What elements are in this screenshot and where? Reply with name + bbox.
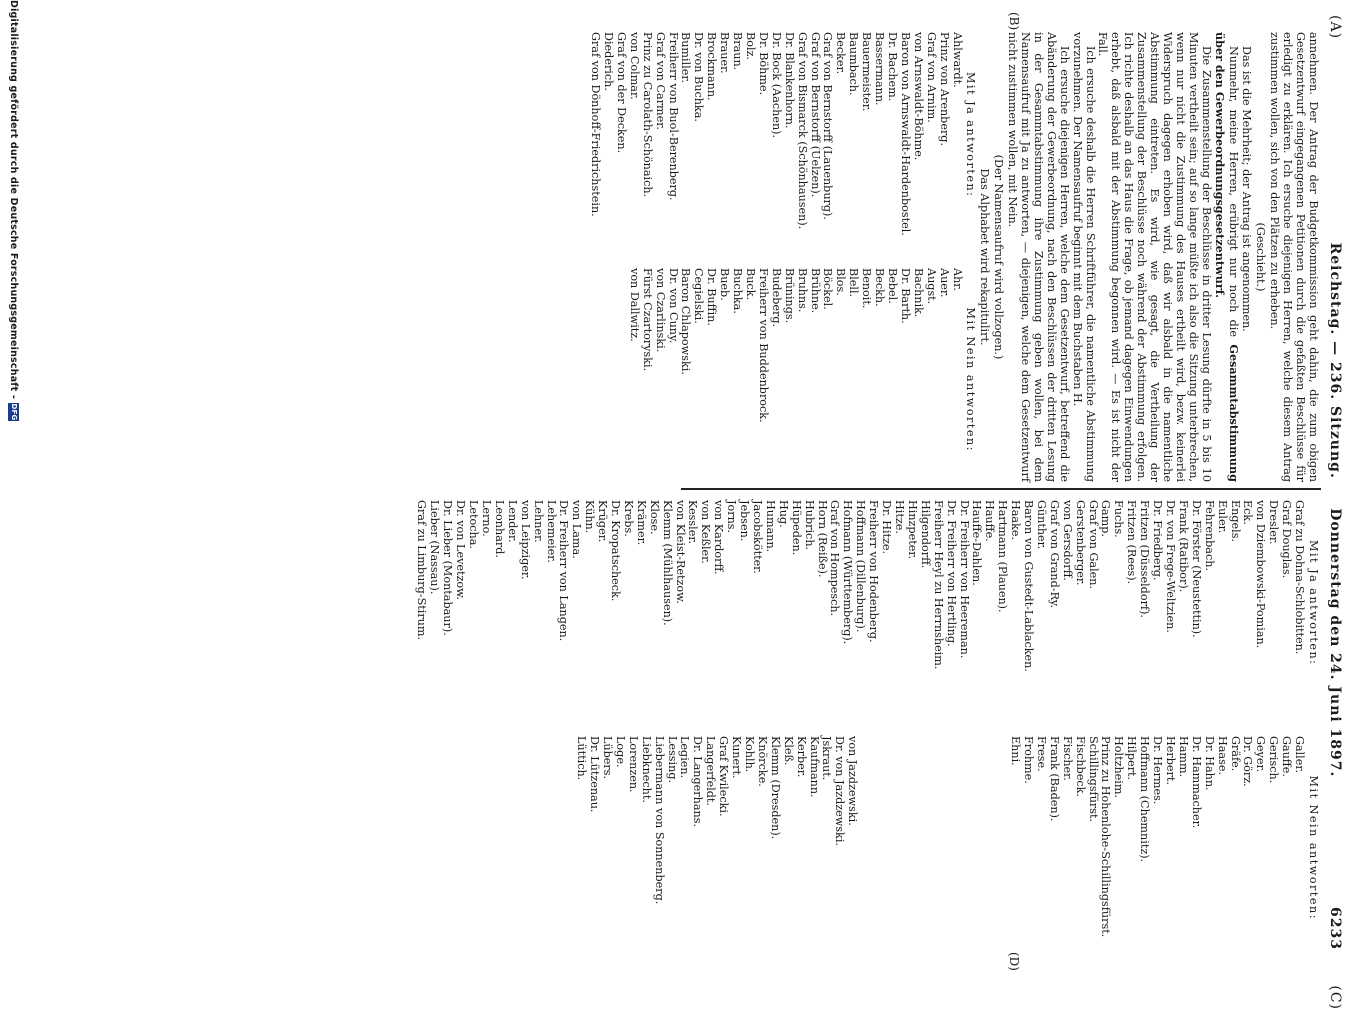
member-name: Blell. bbox=[847, 268, 861, 298]
member-name: Hilpert. bbox=[1125, 736, 1139, 781]
member-name: Kühn. bbox=[583, 500, 597, 534]
member-name: Dr. Freiherr von Heereman. bbox=[957, 500, 971, 659]
member-name: Hofmann (Württemberg). bbox=[841, 500, 855, 645]
member-name: Bumiller. bbox=[679, 32, 693, 84]
paragraph bbox=[1212, 32, 1240, 482]
member-name: Klemm (Dresden). bbox=[768, 736, 782, 840]
member-name: Freiherr von Hodenberg. bbox=[867, 500, 881, 643]
member-name: Jacobskötter. bbox=[751, 500, 765, 574]
member-name: Liebknecht. bbox=[639, 736, 653, 803]
member-name: Langerfeldt. bbox=[704, 736, 718, 806]
nein-list-upper bbox=[1008, 736, 1305, 950]
margin-marker-a: (A) bbox=[1327, 15, 1343, 40]
margin-marker-c: (C) bbox=[1327, 985, 1343, 1010]
member-name: Graf von Dönhoff-Friedrichstein. bbox=[589, 32, 603, 217]
digitization-footer bbox=[8, 0, 19, 421]
member-name: von Dziembowski-Pomian. bbox=[1254, 500, 1268, 649]
member-name: Baron von Gustedt-Lablacken. bbox=[1022, 500, 1036, 672]
member-name: von Arnswaldt-Böhme. bbox=[911, 32, 925, 161]
vote-headings bbox=[964, 32, 977, 482]
member-name: Graf von Bernstorff (Uelzen). bbox=[808, 32, 822, 198]
paragraph: Ich ersuche diejenigen Herren, welche dem Gesetzentwurf, betreffend die Abänderung der Gewerbeordnung, nach den Beschlüssen der dritten Lesung in der Gesammtabstimmung ihre Zustimmung geben wollen, bei dem Namensaufruf mit Ja zu antworten, — diejenigen, welche dem Gesetzentwurf nicht zustimmen wollen, mit Nein. bbox=[1006, 32, 1071, 482]
running-title bbox=[1327, 70, 1343, 950]
member-name: Dr. von Jazdzewski. bbox=[833, 736, 847, 846]
member-name: Dr. Freiherr von Langen. bbox=[557, 500, 571, 642]
nein-list bbox=[588, 246, 962, 482]
dfg-logo: DFG bbox=[10, 403, 18, 421]
ja-heading: Mit Ja antworten: bbox=[1307, 540, 1320, 666]
member-name: Dr. Böhme. bbox=[756, 32, 770, 96]
member-name: Fischer. bbox=[1060, 736, 1074, 781]
nein-heading: Mit Nein antworten: bbox=[1307, 775, 1320, 920]
member-name: Baron Chlapowski. bbox=[679, 268, 693, 375]
member-name: Blos. bbox=[834, 268, 848, 296]
member-name: Hauffe. bbox=[983, 500, 997, 542]
page-number: 6233 bbox=[1327, 907, 1343, 950]
member-name: Freiherr von Buol-Berenberg. bbox=[666, 32, 680, 201]
member-name: Graf von der Decken. bbox=[614, 32, 628, 154]
member-name: Kaufmann. bbox=[807, 736, 821, 798]
member-name: Kunert. bbox=[730, 736, 744, 779]
member-name: Buck. bbox=[744, 268, 758, 301]
member-name: Dr. Lützenau. bbox=[588, 736, 602, 813]
member-name: Leonhard. bbox=[492, 500, 506, 558]
member-name: Dr. Barth. bbox=[898, 268, 912, 324]
member-name: von Czarlinski. bbox=[653, 268, 667, 353]
member-name: Frohme. bbox=[1022, 736, 1036, 784]
member-name: Hug. bbox=[776, 500, 790, 528]
member-name: von Dallwitz. bbox=[627, 268, 641, 342]
member-name: Gerisch. bbox=[1267, 736, 1281, 784]
member-name: Hartmann (Plauen). bbox=[996, 500, 1010, 613]
member-name: Klose. bbox=[647, 500, 661, 535]
footer-text: Digitalisierung gefördert durch die Deutsche Forschungsgemeinschaft - bbox=[8, 0, 19, 400]
member-name: Dr. von Frege-Weltzien. bbox=[1164, 500, 1178, 633]
stage-direction: Das Alphabet wird rekapitulirt. bbox=[978, 168, 992, 346]
running-title-right: Donnerstag den 24. Juni 1897. bbox=[1327, 508, 1343, 778]
member-name: von Leipziger. bbox=[518, 500, 532, 580]
member-name: Gerstenberger. bbox=[1073, 500, 1087, 586]
member-name: Dr. Hahn. bbox=[1202, 736, 1216, 791]
member-name: Dr. Buffin. bbox=[705, 268, 719, 326]
member-name: Graf von Bismarck (Schönhausen). bbox=[795, 32, 809, 230]
member-name: Herbert. bbox=[1164, 736, 1178, 785]
member-name: Lessing. bbox=[665, 736, 679, 784]
member-name: Galler. bbox=[1293, 736, 1307, 774]
member-name: Kessler. bbox=[686, 500, 700, 545]
member-name: Prinz zu Carolath-Schönaich. bbox=[640, 32, 654, 198]
member-name: Letocha. bbox=[467, 500, 481, 549]
member-name: Gauffe. bbox=[1280, 736, 1294, 777]
member-name: Knörcke. bbox=[755, 736, 769, 787]
member-name: von Keßler. bbox=[699, 500, 713, 564]
member-name: Fischbeck. bbox=[1073, 736, 1087, 797]
margin-marker-d: (D) bbox=[1007, 952, 1021, 971]
member-name: Dr. Langerhans. bbox=[691, 736, 705, 828]
member-name: Dr. Friedberg. bbox=[1151, 500, 1165, 581]
paragraph-text: Nunmehr, meine Herren, erübrigt nur noch die bbox=[1226, 46, 1240, 338]
member-name: Lehner. bbox=[531, 500, 545, 543]
member-name: Hinzpeter. bbox=[905, 500, 919, 560]
member-name: Kerber. bbox=[794, 736, 808, 778]
member-name: Lieber (Nassau). bbox=[428, 500, 442, 595]
stage-direction: (Der Namensaufruf wird vollzogen.) bbox=[992, 154, 1006, 360]
member-name: Dr. von Cuny. bbox=[666, 268, 680, 344]
member-name: Böckel. bbox=[821, 268, 835, 310]
member-name: Haake. bbox=[1009, 500, 1023, 541]
member-name: Dr. Freiherr von Hertling. bbox=[944, 500, 958, 647]
member-name: von Gersdorff. bbox=[1060, 500, 1074, 581]
member-name: Brockmann. bbox=[705, 32, 719, 101]
member-name: Kohlh. bbox=[743, 736, 756, 773]
member-name: Loge. bbox=[613, 736, 627, 768]
column-divider bbox=[681, 488, 1321, 490]
member-name: Lüttich. bbox=[575, 736, 589, 781]
member-name: Dr. von Levetzow. bbox=[454, 500, 468, 600]
member-name: Hubrich. bbox=[802, 500, 816, 551]
member-name: Kleß. bbox=[781, 736, 795, 766]
member-name: von Kardorff. bbox=[712, 500, 726, 575]
left-column bbox=[588, 32, 1319, 482]
ja-heading: Mit Ja antworten: bbox=[964, 72, 978, 198]
member-name: Baron von Arnswaldt-Hardenbostel. bbox=[898, 32, 912, 236]
member-name: Haase. bbox=[1215, 736, 1229, 776]
member-name: Schillingsfürst. bbox=[1086, 736, 1100, 823]
margin-marker-b: (B) bbox=[1007, 12, 1021, 31]
member-name: Hitze. bbox=[893, 500, 906, 534]
member-name: Graf zu Limburg-Stirum. bbox=[415, 500, 429, 641]
member-name: Frank (Baden). bbox=[1047, 736, 1061, 822]
member-name: von Lama. bbox=[570, 500, 584, 559]
member-name: Engels. bbox=[1228, 500, 1242, 543]
member-name: Ahr. bbox=[950, 268, 964, 291]
member-name: Dr. Förster (Neustettin). bbox=[1189, 500, 1203, 638]
member-name: Bachnik. bbox=[911, 268, 925, 318]
member-name: Lorenzen. bbox=[626, 736, 640, 793]
member-name: Krebs. bbox=[621, 500, 635, 537]
member-name: Cegielski. bbox=[692, 268, 706, 324]
member-name: Fuchs. bbox=[1112, 500, 1126, 538]
vote-lists bbox=[588, 32, 962, 482]
member-name: Ahlwardt. bbox=[950, 32, 964, 88]
member-name: Dr. Hitze. bbox=[880, 500, 894, 555]
member-name: Dr. Hammacher. bbox=[1189, 736, 1203, 829]
member-name: Bruhns. bbox=[795, 268, 809, 313]
member-name: Frese. bbox=[1034, 736, 1048, 772]
member-name: Dr. Blankenhorn. bbox=[782, 32, 796, 129]
nein-list-lower bbox=[574, 736, 858, 950]
member-name: Jskraut. bbox=[820, 736, 834, 781]
member-name: Liebermann von Sonnenberg. bbox=[652, 736, 666, 905]
member-name: Diederich. bbox=[602, 32, 616, 91]
member-name: Graf Douglas. bbox=[1280, 500, 1294, 579]
member-name: Dr. Kropatscheck. bbox=[609, 500, 623, 602]
member-name: Auer. bbox=[937, 268, 951, 298]
member-name: Becker. bbox=[834, 32, 848, 75]
member-name: Bassermann. bbox=[873, 32, 887, 106]
member-name: Bueb. bbox=[718, 268, 732, 301]
member-name: Prinz von Arenberg. bbox=[937, 32, 951, 147]
member-name: Bauermeister. bbox=[860, 32, 874, 112]
member-name: Legien. bbox=[678, 736, 692, 779]
ja-list bbox=[588, 32, 962, 246]
member-name: Lender. bbox=[505, 500, 519, 543]
member-name: Fürst Czartoryski. bbox=[640, 268, 654, 372]
paragraph: Die Zusammenstellung der Beschlüsse in dritter Lesung dürfte in 5 bis 10 Minuten vertheilt sein; auf so lange müßte ich also die Sitzung unterbrechen, wenn nur nicht die Zustimmung des Hauses ertheilt wird, bezw. keinerlei Widerspruch dagegen erhoben wird, daß wir alsbald in die namentliche Abstimmung eintreten. Es wird, wie gesagt, die Vertheilung der Zusammenstellung der Beschlüsse noch während der Abstimmung erfolgen. Ich richte deshalb an das Haus die Frage, ob jemand dagegen Einwendungen erhebt, daß alsbald mit der Abstimmung begonnen wird. — Es ist nicht der Fall. bbox=[1096, 32, 1213, 482]
member-name: Eck. bbox=[1241, 500, 1255, 525]
member-name: Graf von Carmer. bbox=[653, 32, 667, 130]
member-name: Dr. Bachem. bbox=[886, 32, 899, 102]
member-name: Horn (Reiße). bbox=[815, 500, 829, 578]
member-name: Baumbach. bbox=[847, 32, 861, 96]
member-name: Dr. von Buchka. bbox=[692, 32, 706, 122]
member-name: Buchka. bbox=[731, 268, 745, 314]
stage-direction: (Geschieht.) bbox=[1254, 222, 1268, 292]
member-name: Fehrenbach. bbox=[1202, 500, 1216, 572]
member-name: Hoffmann (Chemnitz). bbox=[1138, 736, 1152, 863]
member-name: Hamm. bbox=[1176, 736, 1190, 778]
member-name: Bebel. bbox=[886, 268, 899, 304]
member-name: Benoit. bbox=[860, 268, 874, 309]
running-title-left: Reichstag. — 236. Sitzung. bbox=[1327, 242, 1343, 479]
member-name: Günther. bbox=[1034, 500, 1048, 550]
member-name: Klemm (Mühlhausen). bbox=[660, 500, 674, 626]
ja-list bbox=[415, 500, 1306, 714]
page-header bbox=[1321, 15, 1343, 1010]
right-column bbox=[415, 500, 1319, 950]
member-name: Dr. Lieber (Montabaur). bbox=[441, 500, 455, 636]
member-name: Lübers. bbox=[601, 736, 615, 780]
member-name: Frank (Ratibor). bbox=[1176, 500, 1190, 593]
member-name: Graf Kwilecki. bbox=[717, 736, 731, 817]
member-name: von Colmar. bbox=[627, 32, 641, 100]
member-name: Fritzen (Düsseldorf). bbox=[1138, 500, 1152, 618]
member-name: Graf von Grand-Ry. bbox=[1047, 500, 1061, 609]
member-name: Braun. bbox=[731, 32, 745, 71]
member-name: Graf von Galen. bbox=[1086, 500, 1100, 590]
member-name: Krämer. bbox=[634, 500, 648, 546]
member-name: Krüger. bbox=[596, 500, 610, 543]
member-name: Brünings. bbox=[782, 268, 796, 324]
member-name: Holtzheim. bbox=[1112, 736, 1126, 799]
member-name: von Jazdzewski. bbox=[846, 736, 860, 826]
member-name: Dr. Görz. bbox=[1241, 736, 1255, 787]
member-name: Augst. bbox=[924, 268, 938, 305]
member-name: Ehni. bbox=[1009, 736, 1023, 766]
member-name: Jorns. bbox=[725, 500, 739, 534]
member-name: Graf von Hompesch. bbox=[828, 500, 842, 617]
paragraph: Ich ersuche deshalb die Herren Schriftführer, die namentliche Abstimmung vorzunehmen. Der Namensaufruf beginnt mit dem Buchstaben H. bbox=[1070, 32, 1097, 482]
member-name: Hüpeden. bbox=[789, 500, 803, 556]
member-name: Graf von Arnim. bbox=[924, 32, 938, 123]
member-name: Brühne. bbox=[808, 268, 822, 314]
bold-heading: Gesammtabstimmung über den Gewerbeordnungsgesetzentwurf. bbox=[1212, 32, 1241, 483]
member-name: Geyer. bbox=[1254, 736, 1268, 773]
member-name: Freiherr von Buddenbrock. bbox=[756, 268, 770, 423]
member-name: Beckh. bbox=[873, 268, 887, 307]
nein-heading: Mit Nein antworten: bbox=[964, 307, 978, 452]
vote-headings bbox=[1306, 500, 1319, 950]
member-name: von Kleist-Retzow. bbox=[673, 500, 687, 604]
member-name: Prinz zu Hohenlohe-Schillingsfürst. bbox=[1099, 736, 1113, 938]
member-name: Euler. bbox=[1215, 500, 1229, 534]
member-name: Hoffmann (Dillenburg). bbox=[854, 500, 868, 633]
member-name: Hilgendorff. bbox=[918, 500, 932, 569]
member-name: Budeberg. bbox=[769, 268, 783, 328]
nein-list bbox=[415, 714, 1306, 950]
member-name: Hauffe-Dahlen. bbox=[970, 500, 984, 586]
member-name: Jebsen. bbox=[738, 500, 752, 542]
member-name: Humann. bbox=[763, 500, 777, 553]
member-name: Graf zu Dohna-Schlobitten. bbox=[1293, 500, 1307, 655]
member-name: Bolz. bbox=[744, 32, 758, 60]
vote-lists bbox=[415, 500, 1306, 950]
member-name: Gamp. bbox=[1099, 500, 1113, 537]
paragraph: annehmen. Der Antrag der Budgetkommission geht dahin, die zum obigen Gesetzentwurf eingegangenen Petitionen durch die gefaßten Beschlüsse für erledigt zu erklären. Ich ersuche diejenigen Herren, welche diesem Antrag zustimmen wollen, sich von den Plätzen zu erheben. bbox=[1268, 32, 1320, 482]
member-name: Dr. Hermes. bbox=[1151, 736, 1165, 805]
member-name: Gräfe. bbox=[1228, 736, 1242, 772]
member-name: Fritzen (Rees). bbox=[1125, 500, 1139, 585]
member-name: Dresler. bbox=[1267, 500, 1281, 545]
member-name: Graf von Bernstorff (Lauenburg). bbox=[821, 32, 835, 220]
member-name: Lerno. bbox=[480, 500, 493, 537]
member-name: Freiherr Heyl zu Herrnsheim. bbox=[931, 500, 945, 670]
member-name: Brauer. bbox=[718, 32, 732, 74]
paragraph: Das ist die Mehrheit; der Antrag ist angenommen. bbox=[1240, 46, 1254, 332]
member-name: Dr. Bock (Aachen). bbox=[769, 32, 783, 139]
member-name: Lehemeier. bbox=[544, 500, 558, 563]
